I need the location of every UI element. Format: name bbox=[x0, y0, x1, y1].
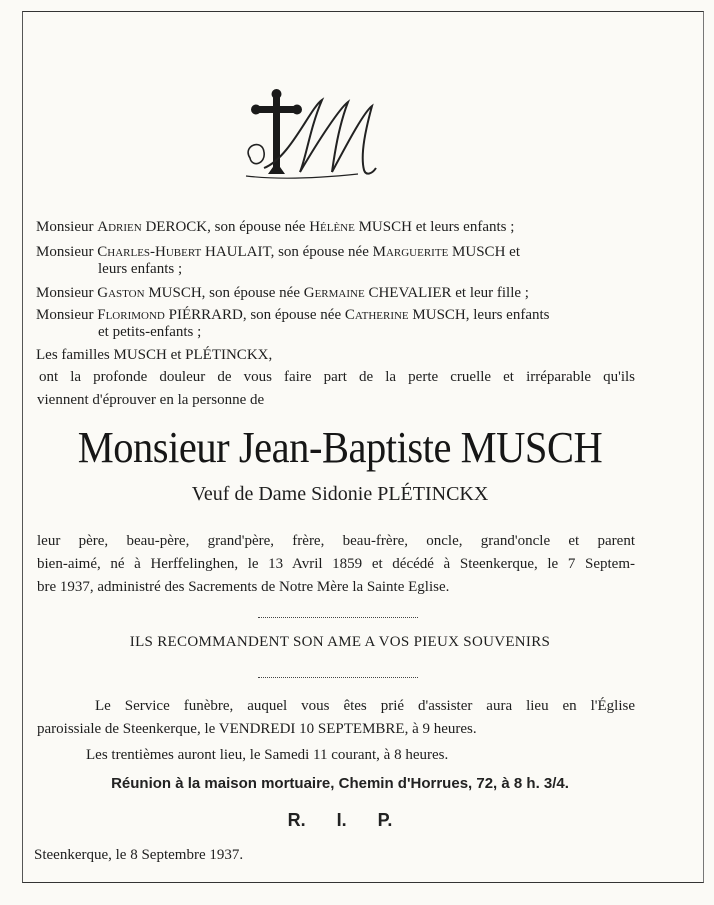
dotted-divider bbox=[258, 617, 418, 618]
relation-line: leur père, beau-père, grand'père, frère, beau-frère, oncle, grand'oncle et parent bbox=[37, 533, 635, 549]
families-line: Les familles MUSCH et PLÉTINCKX, bbox=[36, 347, 273, 363]
family-line-gaston: Monsieur Gaston MUSCH, son épouse née Germaine CHEVALIER et leur fille ; bbox=[36, 285, 529, 301]
relation-paragraph bbox=[37, 530, 635, 599]
announcement-line: ont la profonde douleur de vous faire part de la perte cruelle et irréparable qu'ils bbox=[39, 369, 635, 385]
family-line-haulait-cont: leurs enfants ; bbox=[98, 261, 183, 277]
announcement-line: viennent d'éprouver en la personne de bbox=[37, 392, 265, 408]
deceased-subtitle: Veuf de Dame Sidonie PLÉTINCKX bbox=[191, 483, 489, 505]
rip-line: R. I. P. bbox=[287, 810, 393, 830]
deceased-name: Monsieur Jean-Baptiste MUSCH bbox=[77, 423, 603, 472]
service-line: paroissiale de Steenkerque, le VENDREDI 10 SEPTEMBRE, à 9 heures. bbox=[37, 721, 477, 737]
dotted-divider bbox=[258, 677, 418, 678]
family-line-derock: Monsieur Adrien DEROCK, son épouse née Hélène MUSCH et leurs enfants ; bbox=[36, 219, 515, 235]
cross-monogram-icon bbox=[240, 88, 380, 188]
service-line: Le Service funèbre, auquel vous êtes prié d'assister aura lieu en l'Église bbox=[95, 698, 635, 714]
family-line-haulait: Monsieur Charles-Hubert HAULAIT, son épouse née Marguerite MUSCH et bbox=[36, 244, 520, 260]
service-paragraph bbox=[37, 695, 635, 741]
signature-line: Steenkerque, le 8 Septembre 1937. bbox=[34, 847, 244, 863]
recommend-line: ILS RECOMMANDENT SON AME A VOS PIEUX SOUVENIRS bbox=[129, 634, 551, 650]
announcement-paragraph bbox=[37, 366, 635, 412]
family-line-pierrard: Monsieur Florimond PIÉRRARD, son épouse née Catherine MUSCH, leurs enfants bbox=[36, 307, 550, 323]
reunion-line: Réunion à la maison mortuaire, Chemin d'Horrues, 72, à 8 h. 3/4. bbox=[111, 775, 569, 792]
family-line-pierrard-cont: et petits-enfants ; bbox=[98, 324, 202, 340]
relation-line: bien-aimé, né à Herffelinghen, le 13 Avril 1859 et décédé à Steenkerque, le 7 Septem- bbox=[37, 556, 635, 572]
relation-line: bre 1937, administré des Sacrements de Notre Mère la Sainte Eglise. bbox=[37, 579, 450, 595]
trentiemes-line: Les trentièmes auront lieu, le Samedi 11 courant, à 8 heures. bbox=[86, 747, 449, 763]
